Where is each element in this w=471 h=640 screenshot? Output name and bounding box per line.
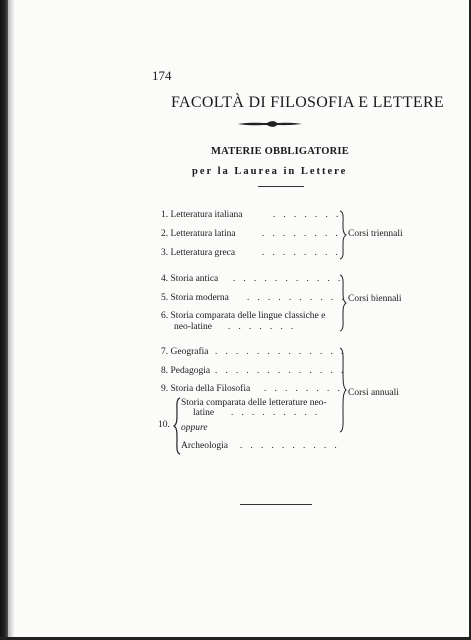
left-curly-brace-icon: [173, 397, 181, 455]
item-number: 10.: [158, 420, 170, 430]
leader-dots: . . . . . . . .: [262, 228, 341, 238]
leader-dots: . . . . . . . . . . . . .: [215, 346, 347, 356]
item-number: 3.: [161, 248, 169, 258]
item-label: Storia antica: [170, 274, 219, 284]
item-number: 1.: [161, 210, 169, 220]
item-label: Letteratura greca: [170, 248, 236, 258]
item-label: Storia della Filosofia: [170, 384, 251, 394]
section-title: FACOLTÀ DI FILOSOFIA E LETTERE: [171, 94, 444, 111]
degree-subheading: per la Laurea in Lettere: [192, 166, 348, 177]
leader-dots: . . . . . . .: [273, 209, 342, 219]
item-label: Letteratura italiana: [170, 210, 243, 220]
scan-binding-shadow: [0, 0, 8, 640]
item-number: 9.: [161, 384, 169, 394]
curly-brace-icon: [339, 274, 347, 332]
item-number: 4.: [161, 274, 169, 284]
item-label: Geografia: [170, 347, 209, 357]
closing-rule: [240, 504, 312, 505]
item-label: Pedagogia: [170, 366, 211, 376]
item-number: 8.: [161, 366, 169, 376]
alternative-b-label: Archeologia: [181, 441, 228, 451]
item-label: Letteratura latina: [170, 229, 236, 239]
group-label: Corsi annuali: [348, 388, 399, 398]
item-number: 2.: [161, 229, 169, 239]
item-number: 5.: [161, 293, 169, 303]
subject-item: [161, 248, 235, 258]
item-number: 7.: [161, 347, 169, 357]
subject-item: [161, 274, 218, 284]
leader-dots: . . . . . . . . .: [231, 407, 321, 417]
subjects-heading: MATERIE OBBLIGATORIE: [211, 146, 349, 157]
subject-item: [161, 229, 236, 239]
group-label: Corsi biennali: [348, 294, 402, 304]
subject-item: [161, 293, 229, 303]
subject-item: [161, 311, 325, 321]
leader-dots: . . . . . . . . . .: [240, 440, 340, 450]
subject-item: [161, 210, 243, 220]
item-number: 6.: [161, 311, 169, 321]
leader-dots: . . . . . . . . . . .: [233, 273, 344, 283]
item-label: Storia moderna: [170, 293, 229, 303]
curly-brace-icon: [339, 347, 347, 433]
oppure-label: oppure: [181, 423, 208, 433]
alternative-a-label: Storia comparata delle letterature neo-: [181, 398, 327, 408]
item-label: Storia comparata delle lingue classiche e: [170, 311, 326, 321]
item-label-continuation: neo-latine: [174, 322, 212, 332]
subject-item: [161, 366, 210, 376]
curly-brace-icon: [339, 210, 347, 260]
leader-dots: . . . . . . . . . .: [247, 292, 347, 302]
alternative-a-continuation: latine: [193, 408, 215, 418]
leader-dots: . . . . . . .: [228, 321, 297, 331]
group-label: Corsi triennali: [348, 229, 403, 239]
ornament-divider-icon: [237, 119, 303, 129]
subject-item: [161, 384, 250, 394]
leader-dots: . . . . . . . .: [262, 247, 341, 257]
leader-dots: . . . . . . . .: [264, 383, 343, 393]
page-number: 174: [152, 68, 172, 83]
short-rule: [258, 186, 304, 187]
subject-item: [161, 347, 208, 357]
leader-dots: . . . . . . . . . . . . .: [215, 365, 347, 375]
